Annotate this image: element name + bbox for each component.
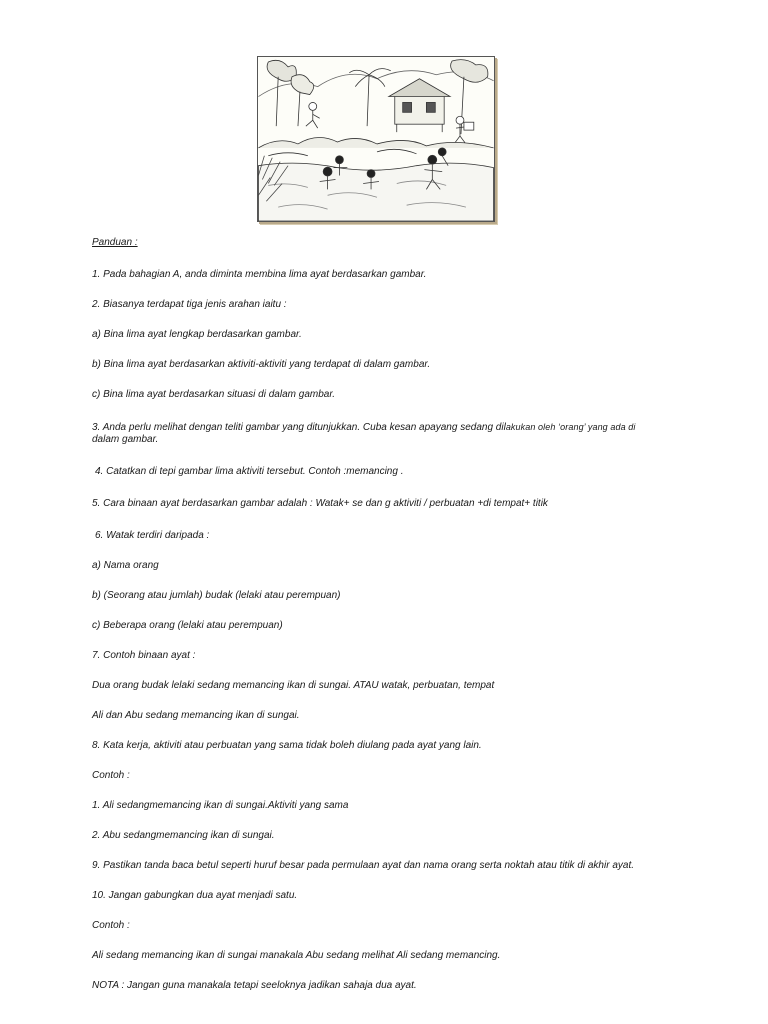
contoh-1: 1. Ali sedangmemancing ikan di sungai.Aktiviti yang sama bbox=[92, 800, 349, 811]
contoh-label-2: Contoh : bbox=[92, 920, 130, 931]
item-1: 1. Pada bahagian A, anda diminta membina lima ayat berdasarkan gambar. bbox=[92, 269, 427, 280]
item-2c: c) Bina lima ayat berdasarkan situasi di dalam gambar. bbox=[92, 389, 336, 400]
item-5: 5. Cara binaan ayat berdasarkan gambar adalah : Watak+ se dan g aktiviti / perbuatan +di tempat+ titik bbox=[92, 498, 548, 509]
item-4: 4. Catatkan di tepi gambar lima aktiviti tersebut. Contoh :memancing . bbox=[95, 466, 404, 477]
item-3-tail: akukan oleh ‘orang’ yang ada di bbox=[505, 422, 636, 432]
example-sentence-1: Dua orang budak lelaki sedang memancing ikan di sungai. ATAU watak, perbuatan, tempat bbox=[92, 680, 495, 691]
contoh-2: 2. Abu sedangmemancing ikan di sungai. bbox=[92, 830, 275, 841]
item-6a: a) Nama orang bbox=[92, 560, 159, 571]
item-2: 2. Biasanya terdapat tiga jenis arahan iaitu : bbox=[92, 299, 287, 310]
item-2b: b) Bina lima ayat berdasarkan aktiviti-aktiviti yang terdapat di dalam gambar. bbox=[92, 359, 431, 370]
item-10: 10. Jangan gabungkan dua ayat menjadi satu. bbox=[92, 890, 298, 901]
contoh-label-1: Contoh : bbox=[92, 770, 130, 781]
item-6b: b) (Seorang atau jumlah) budak (lelaki atau perempuan) bbox=[92, 590, 341, 601]
nota: NOTA : Jangan guna manakala tetapi seeloknya jadikan sahaja dua ayat. bbox=[92, 980, 417, 991]
item-9: 9. Pastikan tanda baca betul seperti huruf besar pada permulaan ayat dan nama orang serta noktah atau titik di akhir ayat. bbox=[92, 860, 635, 871]
item-2a: a) Bina lima ayat lengkap berdasarkan gambar. bbox=[92, 329, 302, 340]
item-3-main: 3. Anda perlu melihat dengan teliti gambar yang ditunjukkan. Cuba kesan apayang sedang dil bbox=[92, 422, 506, 433]
item-3 bbox=[92, 421, 636, 434]
item-7: 7. Contoh binaan ayat : bbox=[92, 650, 196, 661]
river-scene-illustration bbox=[257, 56, 495, 222]
item-6: 6. Watak terdiri daripada : bbox=[95, 530, 210, 541]
item-6c: c) Beberapa orang (lelaki atau perempuan) bbox=[92, 620, 283, 631]
example-sentence-2: Ali dan Abu sedang memancing ikan di sungai. bbox=[92, 710, 300, 721]
item-3-continued: dalam gambar. bbox=[92, 434, 159, 445]
heading-panduan: Panduan : bbox=[92, 237, 138, 248]
item-8: 8. Kata kerja, aktiviti atau perbuatan yang sama tidak boleh diulang pada ayat yang lain. bbox=[92, 740, 482, 751]
contoh-combined: Ali sedang memancing ikan di sungai manakala Abu sedang melihat Ali sedang memancing. bbox=[92, 950, 501, 961]
scene-drawing bbox=[258, 57, 494, 221]
